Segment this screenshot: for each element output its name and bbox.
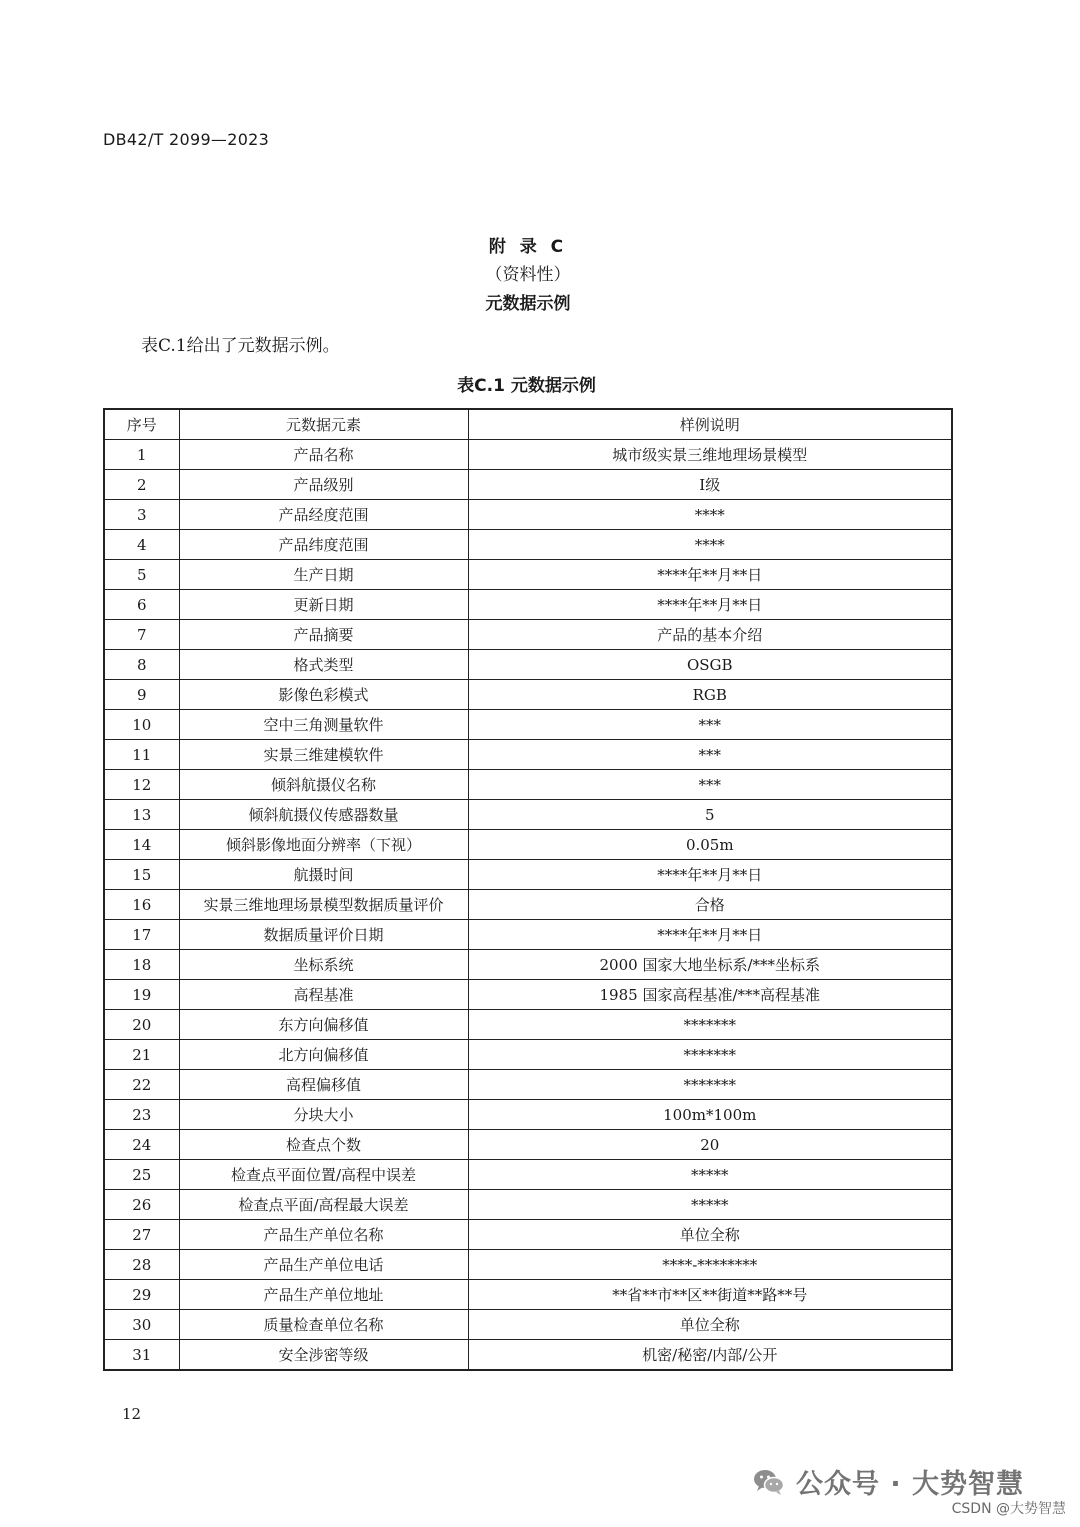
cell-example: 单位全称 — [468, 1310, 952, 1340]
cell-number: 9 — [104, 680, 179, 710]
cell-number: 12 — [104, 770, 179, 800]
cell-element: 航摄时间 — [179, 860, 468, 890]
cell-number: 6 — [104, 590, 179, 620]
watermark-text: 公众号 · 大势智慧 — [796, 1469, 1025, 1500]
cell-element: 产品纬度范围 — [179, 530, 468, 560]
cell-number: 22 — [104, 1070, 179, 1100]
cell-example: RGB — [468, 680, 952, 710]
cell-number: 28 — [104, 1250, 179, 1280]
cell-element: 产品生产单位电话 — [179, 1250, 468, 1280]
cell-example: ******* — [468, 1070, 952, 1100]
table-row — [104, 590, 952, 620]
cell-number: 10 — [104, 710, 179, 740]
cell-number: 16 — [104, 890, 179, 920]
cell-example: **** — [468, 530, 952, 560]
table-row — [104, 1310, 952, 1340]
header-row — [104, 409, 952, 440]
cell-element: 质量检查单位名称 — [179, 1310, 468, 1340]
table-row — [104, 860, 952, 890]
cell-number: 27 — [104, 1220, 179, 1250]
cell-number: 26 — [104, 1190, 179, 1220]
table-row — [104, 770, 952, 800]
table-row — [104, 890, 952, 920]
cell-number: 30 — [104, 1310, 179, 1340]
cell-example: ****年**月**日 — [468, 860, 952, 890]
table-row — [104, 980, 952, 1010]
cell-element: 数据质量评价日期 — [179, 920, 468, 950]
cell-element: 空中三角测量软件 — [179, 710, 468, 740]
cell-example: **省**市**区**街道**路**号 — [468, 1280, 952, 1310]
appendix-title: 元数据示例 — [485, 294, 571, 314]
cell-number: 31 — [104, 1340, 179, 1371]
cell-example: 合格 — [468, 890, 952, 920]
cell-element: 产品摘要 — [179, 620, 468, 650]
table-row — [104, 1070, 952, 1100]
table-body — [104, 440, 952, 1371]
cell-element: 东方向偏移值 — [179, 1010, 468, 1040]
cell-example: 5 — [468, 800, 952, 830]
cell-example: OSGB — [468, 650, 952, 680]
wechat-icon — [752, 1465, 786, 1499]
cell-element: 分块大小 — [179, 1100, 468, 1130]
cell-number: 20 — [104, 1010, 179, 1040]
table-row — [104, 830, 952, 860]
page-number: 12 — [122, 1405, 142, 1423]
cell-number: 4 — [104, 530, 179, 560]
table-row — [104, 740, 952, 770]
table-row — [104, 440, 952, 470]
cell-number: 2 — [104, 470, 179, 500]
cell-example: 100m*100m — [468, 1100, 952, 1130]
cell-element: 格式类型 — [179, 650, 468, 680]
cell-number: 7 — [104, 620, 179, 650]
cell-element: 高程基准 — [179, 980, 468, 1010]
cell-number: 13 — [104, 800, 179, 830]
appendix-nature: （资料性） — [485, 265, 571, 285]
cell-number: 14 — [104, 830, 179, 860]
cell-example: 20 — [468, 1130, 952, 1160]
header-cell-example: 样例说明 — [468, 409, 952, 440]
csdn-credit: CSDN @大势智慧 — [951, 1501, 1066, 1517]
cell-element: 生产日期 — [179, 560, 468, 590]
cell-element: 更新日期 — [179, 590, 468, 620]
cell-element: 北方向偏移值 — [179, 1040, 468, 1070]
table-row — [104, 1190, 952, 1220]
table-row — [104, 1040, 952, 1070]
cell-number: 3 — [104, 500, 179, 530]
cell-example: ****年**月**日 — [468, 560, 952, 590]
cell-element: 倾斜影像地面分辨率（下视） — [179, 830, 468, 860]
table-row — [104, 950, 952, 980]
cell-number: 24 — [104, 1130, 179, 1160]
cell-number: 17 — [104, 920, 179, 950]
table-row — [104, 920, 952, 950]
table-row — [104, 650, 952, 680]
table-row — [104, 1340, 952, 1371]
appendix-label: 附 录 C — [488, 237, 568, 257]
cell-element: 检查点个数 — [179, 1130, 468, 1160]
cell-example: 城市级实景三维地理场景模型 — [468, 440, 952, 470]
cell-element: 产品生产单位地址 — [179, 1280, 468, 1310]
cell-example: 单位全称 — [468, 1220, 952, 1250]
cell-example: ****年**月**日 — [468, 920, 952, 950]
cell-number: 15 — [104, 860, 179, 890]
table-caption: 表C.1 元数据示例 — [457, 376, 596, 396]
table-row — [104, 680, 952, 710]
cell-number: 19 — [104, 980, 179, 1010]
table-row — [104, 1160, 952, 1190]
table-row — [104, 710, 952, 740]
cell-number: 29 — [104, 1280, 179, 1310]
metadata-table — [103, 408, 953, 1371]
table-header — [104, 409, 952, 440]
cell-example: ***** — [468, 1190, 952, 1220]
cell-example: ***** — [468, 1160, 952, 1190]
cell-number: 21 — [104, 1040, 179, 1070]
cell-element: 实景三维建模软件 — [179, 740, 468, 770]
cell-example: ****-******** — [468, 1250, 952, 1280]
table-row — [104, 620, 952, 650]
table-row — [104, 560, 952, 590]
cell-element: 安全涉密等级 — [179, 1340, 468, 1371]
cell-element: 检查点平面/高程最大误差 — [179, 1190, 468, 1220]
cell-element: 坐标系统 — [179, 950, 468, 980]
cell-example: 机密/秘密/内部/公开 — [468, 1340, 952, 1371]
table-row — [104, 1280, 952, 1310]
cell-element: 高程偏移值 — [179, 1070, 468, 1100]
table-row — [104, 800, 952, 830]
cell-number: 18 — [104, 950, 179, 980]
standard-code: DB42/T 2099—2023 — [103, 130, 270, 149]
cell-number: 5 — [104, 560, 179, 590]
intro-text: 表C.1给出了元数据示例。 — [141, 336, 340, 356]
cell-example: Ⅰ级 — [468, 470, 952, 500]
cell-element: 实景三维地理场景模型数据质量评价 — [179, 890, 468, 920]
cell-example: 产品的基本介绍 — [468, 620, 952, 650]
cell-example: ******* — [468, 1010, 952, 1040]
table-row — [104, 530, 952, 560]
cell-example: *** — [468, 710, 952, 740]
cell-example: ******* — [468, 1040, 952, 1070]
table-row — [104, 1220, 952, 1250]
table-row — [104, 470, 952, 500]
cell-example: *** — [468, 740, 952, 770]
cell-element: 产品名称 — [179, 440, 468, 470]
header-cell-number: 序号 — [104, 409, 179, 440]
cell-example: *** — [468, 770, 952, 800]
cell-element: 产品级别 — [179, 470, 468, 500]
table-row — [104, 1250, 952, 1280]
cell-element: 倾斜航摄仪传感器数量 — [179, 800, 468, 830]
cell-element: 倾斜航摄仪名称 — [179, 770, 468, 800]
cell-number: 11 — [104, 740, 179, 770]
cell-number: 25 — [104, 1160, 179, 1190]
watermark — [752, 1462, 1024, 1501]
cell-number: 23 — [104, 1100, 179, 1130]
cell-example: 0.05m — [468, 830, 952, 860]
header-cell-element: 元数据元素 — [179, 409, 468, 440]
cell-example: 2000 国家大地坐标系/***坐标系 — [468, 950, 952, 980]
cell-number: 8 — [104, 650, 179, 680]
cell-element: 影像色彩模式 — [179, 680, 468, 710]
cell-element: 产品经度范围 — [179, 500, 468, 530]
table-row — [104, 500, 952, 530]
table-row — [104, 1010, 952, 1040]
cell-example: **** — [468, 500, 952, 530]
cell-example: 1985 国家高程基准/***高程基准 — [468, 980, 952, 1010]
cell-element: 产品生产单位名称 — [179, 1220, 468, 1250]
table-row — [104, 1130, 952, 1160]
table-row — [104, 1100, 952, 1130]
cell-example: ****年**月**日 — [468, 590, 952, 620]
cell-element: 检查点平面位置/高程中误差 — [179, 1160, 468, 1190]
cell-number: 1 — [104, 440, 179, 470]
